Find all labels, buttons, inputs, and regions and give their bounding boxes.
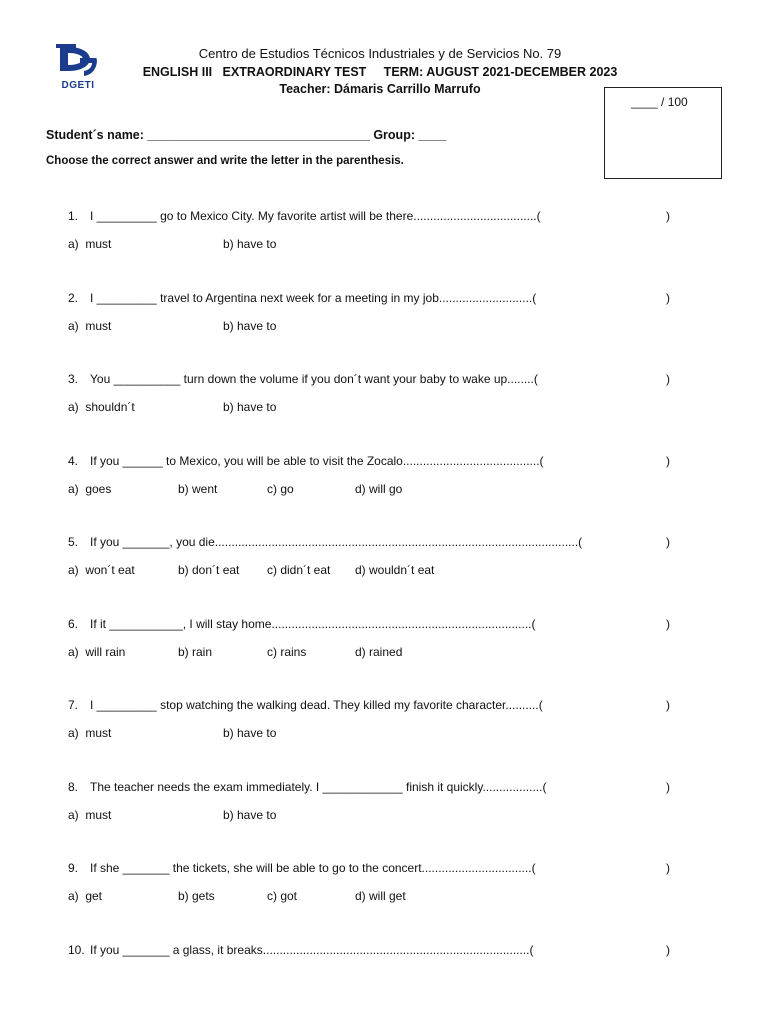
option-a: a) must [68, 726, 112, 740]
option-c: c) didn´t eat [267, 563, 331, 577]
option-b: b) have to [223, 237, 277, 251]
option-c: c) rains [267, 645, 307, 659]
question-6 [68, 617, 536, 631]
option-d: d) will go [355, 482, 403, 496]
question-2 [68, 291, 536, 305]
question-text: You __________ turn down the volume if you don´t want your baby to wake up........( [90, 372, 538, 386]
question-number: 8. [68, 780, 79, 794]
question-1 [68, 209, 541, 223]
answer-parenthesis-close[interactable]: ) [666, 943, 670, 957]
question-number: 2. [68, 291, 79, 305]
option-c: c) got [267, 889, 298, 903]
option-d: d) rained [355, 645, 403, 659]
option-b: b) have to [223, 808, 277, 822]
option-a: a) won´t eat [68, 563, 135, 577]
question-7 [68, 698, 543, 712]
question-3 [68, 372, 538, 386]
question-text: I _________ stop watching the walking dead. They killed my favorite character..........( [90, 698, 543, 712]
score-text: ____ / 100 [631, 95, 688, 109]
option-a: a) must [68, 319, 112, 333]
question-10 [68, 943, 534, 957]
question-5 [68, 535, 582, 549]
question-number: 7. [68, 698, 79, 712]
option-b: b) don´t eat [178, 563, 240, 577]
answer-parenthesis-close[interactable]: ) [666, 780, 670, 794]
option-b: b) have to [223, 319, 277, 333]
answer-parenthesis-close[interactable]: ) [666, 209, 670, 223]
school-name: Centro de Estudios Técnicos Industriales y de Servicios No. 79 [198, 46, 562, 61]
question-4 [68, 454, 544, 468]
student-name-field[interactable]: Student´s name: ________________________________ Group: ____ [46, 128, 447, 142]
logo-text: DGETI [61, 80, 95, 91]
question-number: 10. [68, 943, 85, 957]
question-number: 4. [68, 454, 79, 468]
question-text: If you ______ to Mexico, you will be able to visit the Zocalo.........................................( [90, 454, 544, 468]
option-b: b) gets [178, 889, 215, 903]
dgeti-logo [50, 44, 106, 94]
answer-parenthesis-close[interactable]: ) [666, 861, 670, 875]
option-a: a) will rain [68, 645, 126, 659]
question-number: 1. [68, 209, 79, 223]
answer-parenthesis-close[interactable]: ) [666, 698, 670, 712]
test-title: ENGLISH III EXTRAORDINARY TEST TERM: AUGUST 2021-DECEMBER 2023 [142, 65, 618, 79]
question-text: I _________ travel to Argentina next week for a meeting in my job............................( [90, 291, 537, 305]
question-number: 6. [68, 617, 79, 631]
option-a: a) get [68, 889, 103, 903]
question-8 [68, 780, 546, 794]
answer-parenthesis-close[interactable]: ) [666, 617, 670, 631]
option-b: b) rain [178, 645, 213, 659]
option-b: b) have to [223, 726, 277, 740]
option-a: a) goes [68, 482, 112, 496]
question-text: If she _______ the tickets, she will be able to go to the concert.................................( [90, 861, 536, 875]
answer-parenthesis-close[interactable]: ) [666, 454, 670, 468]
question-text: I _________ go to Mexico City. My favorite artist will be there.....................................( [90, 209, 541, 223]
dgeti-logo-icon [50, 44, 106, 80]
instructions: Choose the correct answer and write the letter in the parenthesis. [46, 155, 404, 167]
answer-parenthesis-close[interactable]: ) [666, 372, 670, 386]
question-number: 9. [68, 861, 79, 875]
option-a: a) must [68, 808, 112, 822]
teacher-name: Teacher: Dámaris Carrillo Marrufo [279, 82, 481, 96]
answer-parenthesis-close[interactable]: ) [666, 535, 670, 549]
option-a: a) must [68, 237, 112, 251]
question-number: 3. [68, 372, 79, 386]
option-b: b) have to [223, 400, 277, 414]
answer-parenthesis-close[interactable]: ) [666, 291, 670, 305]
question-text: If you _______, you die.............................................................................................................( [90, 535, 583, 549]
option-d: d) wouldn´t eat [355, 563, 435, 577]
question-number: 5. [68, 535, 79, 549]
score-box[interactable] [604, 87, 722, 179]
option-b: b) went [178, 482, 218, 496]
option-a: a) shouldn´t [68, 400, 135, 414]
question-9 [68, 861, 536, 875]
question-text: The teacher needs the exam immediately. I ____________ finish it quickly..................( [90, 780, 547, 794]
option-c: c) go [267, 482, 294, 496]
question-text: If you _______ a glass, it breaks................................................................................( [90, 943, 534, 957]
question-text: If it ___________, I will stay home..............................................................................( [90, 617, 536, 631]
option-d: d) will get [355, 889, 406, 903]
